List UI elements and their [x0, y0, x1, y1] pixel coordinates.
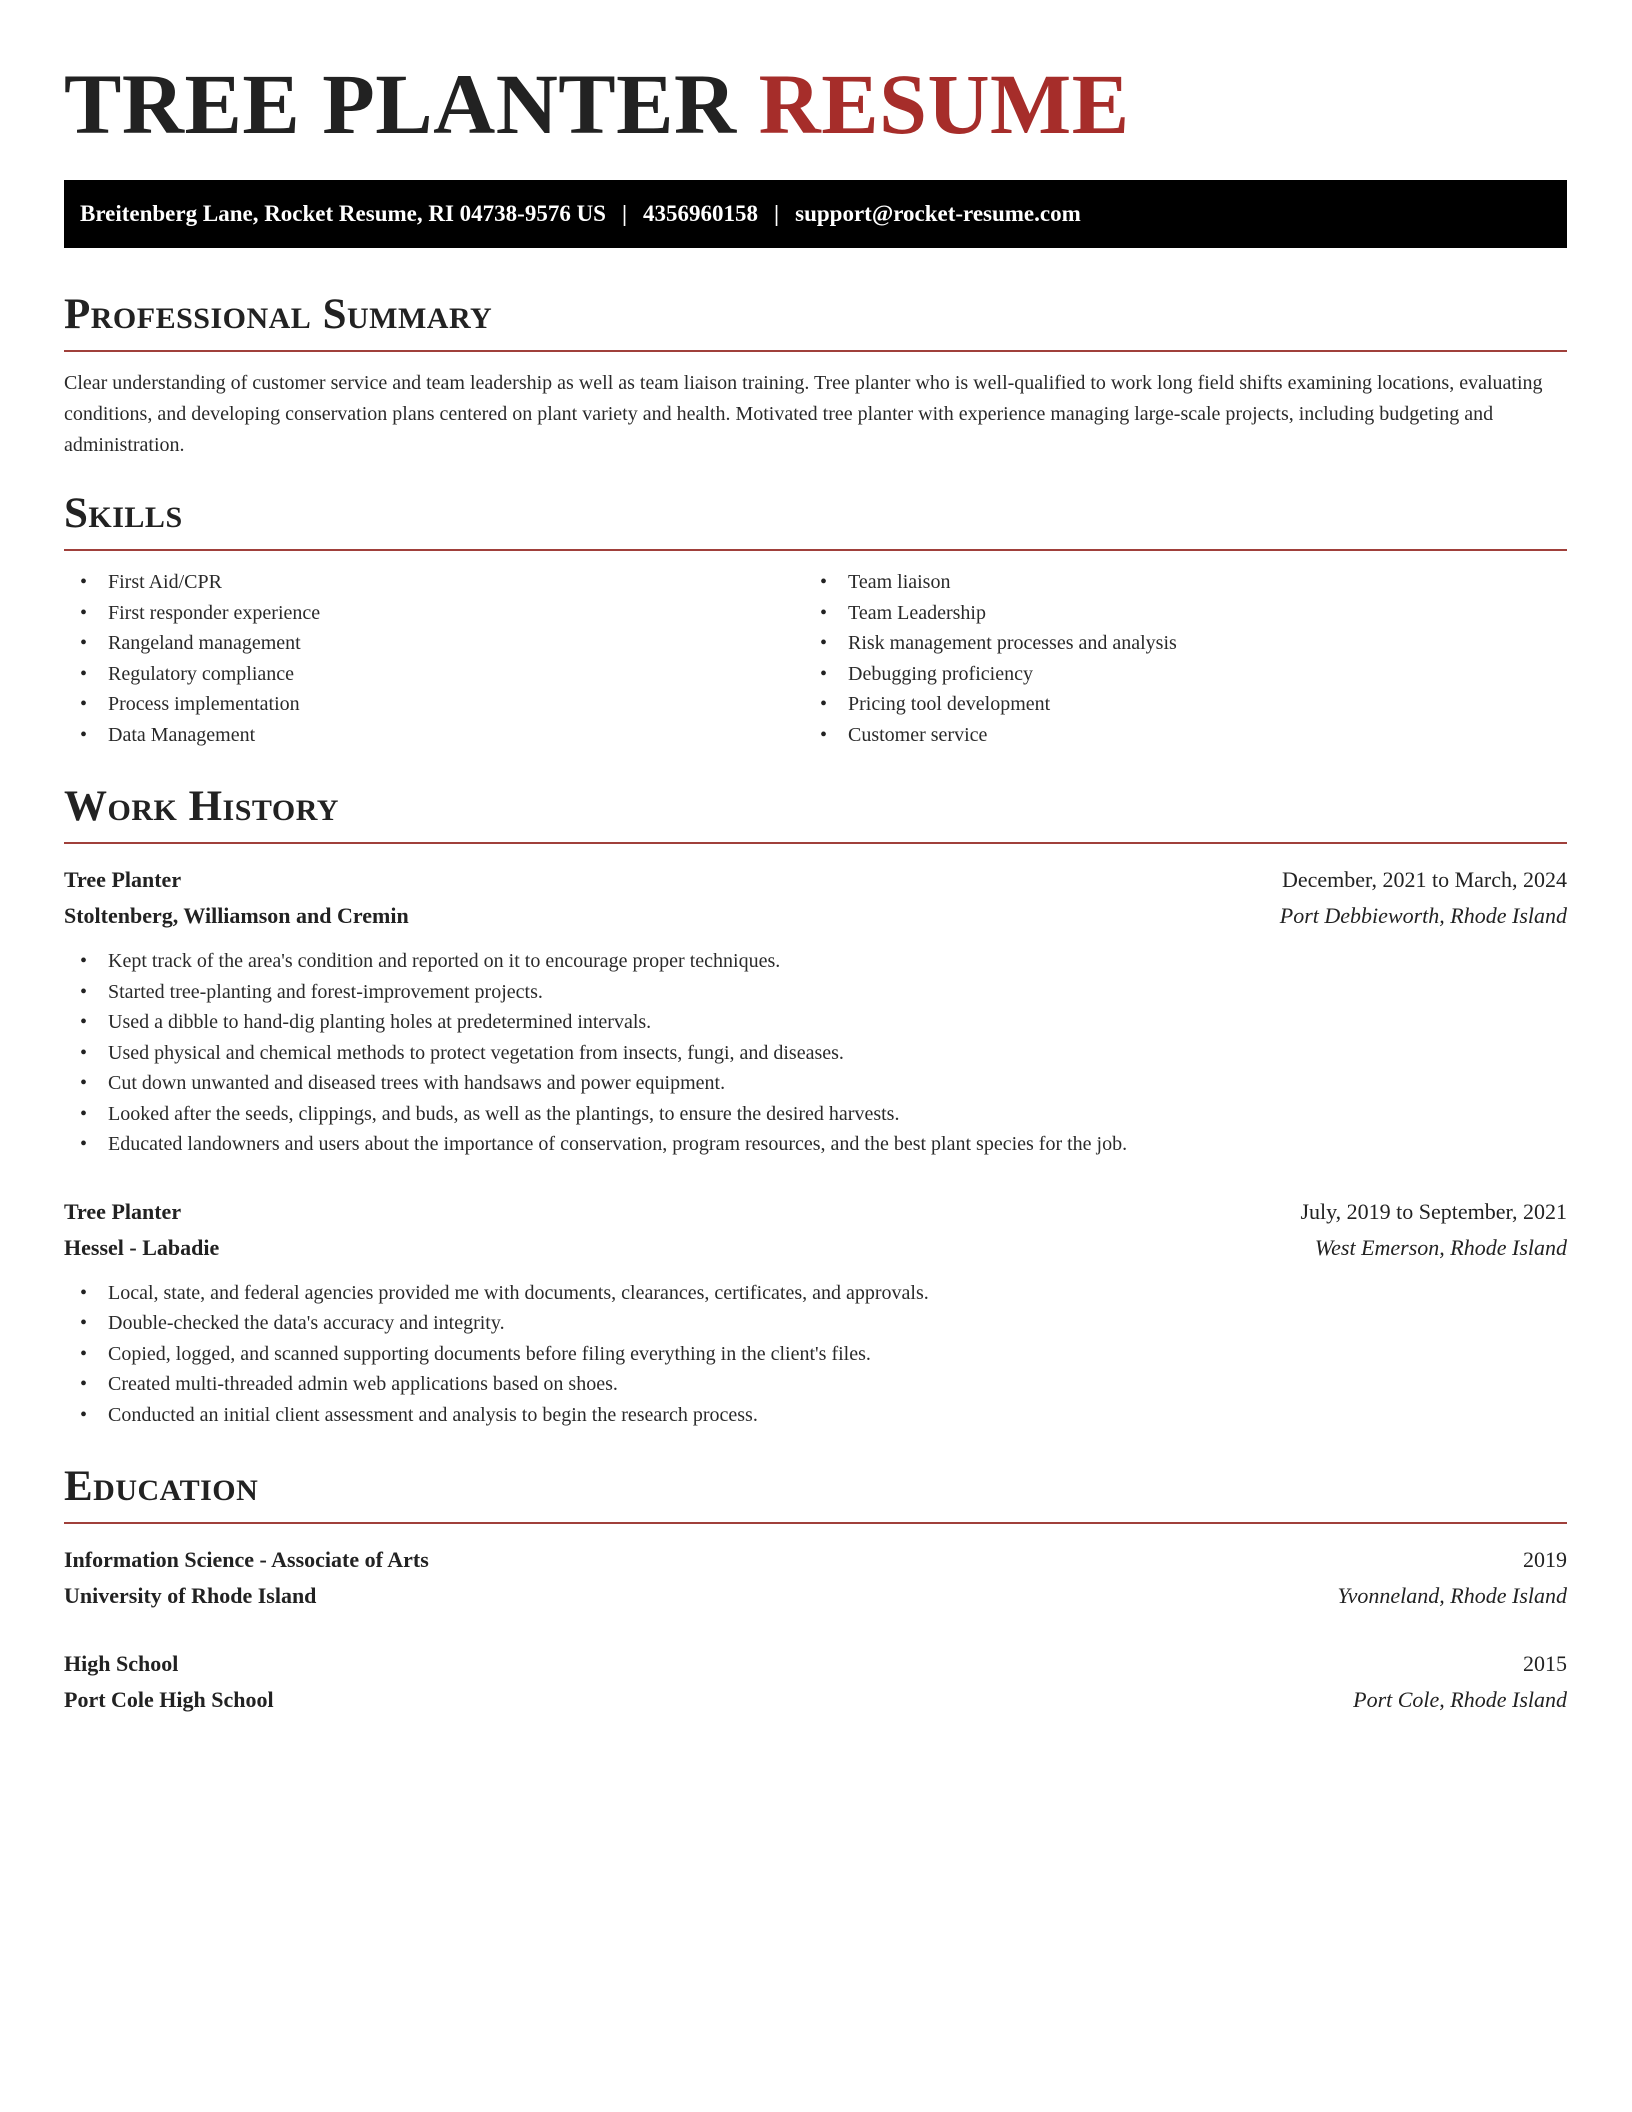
education-degree-row: [64, 1646, 1567, 1682]
skill-item: • Pricing tool development: [804, 689, 1544, 720]
title-accent: RESUME: [758, 56, 1130, 152]
contact-separator: |: [621, 201, 628, 226]
skill-item: • Team liaison: [804, 567, 1544, 598]
job-duty: • Created multi-threaded admin web applications based on shoes.: [64, 1369, 1567, 1400]
education-entry: [64, 1646, 1567, 1718]
education-school-row: [64, 1578, 1567, 1614]
education-year: 2019: [1523, 1547, 1567, 1572]
job-header-row: [64, 862, 1567, 898]
job-duty: • Looked after the seeds, clippings, and buds, as well as the plantings, to ensure the desired harvests.: [64, 1099, 1567, 1130]
job-duty: • Kept track of the area's condition and reported on it to encourage proper techniques.: [64, 946, 1567, 977]
education-location: Port Cole, Rhode Island: [1353, 1687, 1567, 1712]
resume-title: [64, 58, 1567, 150]
summary-section: [64, 290, 1567, 461]
job-location: West Emerson, Rhode Island: [1314, 1234, 1567, 1260]
skill-item: • Team Leadership: [804, 598, 1544, 629]
skill-item: • Rangeland management: [64, 628, 804, 659]
job-duty: • Used a dibble to hand-dig planting holes at predetermined intervals.: [64, 1007, 1567, 1038]
job-entry: [64, 1194, 1567, 1431]
education-degree: High School: [64, 1651, 179, 1676]
job-title: Tree Planter: [64, 867, 182, 892]
education-degree: Information Science - Associate of Arts: [64, 1547, 429, 1572]
job-title: Tree Planter: [64, 1198, 182, 1224]
summary-text: Clear understanding of customer service and team leadership as well as team liaison training. Tree planter who is well-qualified to work long field shifts examining locations, evaluating conditions, and developing conservation plans centered on plant variety and health. Motivated tree planter with experience managing large-scale projects, including budgeting and administration.: [64, 372, 1543, 456]
contact-email[interactable]: support@rocket-resume.com: [795, 201, 1081, 226]
job-duty: • Started tree-planting and forest-improvement projects.: [64, 977, 1567, 1008]
job-duty: • Used physical and chemical methods to protect vegetation from insects, fungi, and diseases.: [64, 1038, 1567, 1069]
education-school: Port Cole High School: [64, 1687, 274, 1712]
job-duty: • Conducted an initial client assessment and analysis to begin the research process.: [64, 1400, 1567, 1431]
contact-separator: |: [774, 201, 780, 226]
contact-bar: [64, 180, 1567, 248]
skill-item: • First responder experience: [64, 598, 804, 629]
work-history-section: [64, 782, 1567, 1430]
skill-item: • Debugging proficiency: [804, 659, 1544, 690]
skills-left-column: [64, 567, 804, 750]
skill-item: • Regulatory compliance: [64, 659, 804, 690]
skills-grid: [64, 567, 1567, 750]
job-company-row: [64, 1230, 1567, 1266]
skill-item: • First Aid/CPR: [64, 567, 804, 598]
job-dates: July, 2019 to September, 2021: [1300, 1198, 1567, 1224]
skills-section: [64, 489, 1567, 750]
job-dates: December, 2021 to March, 2024: [1281, 867, 1567, 892]
job-duties-list: [64, 946, 1567, 1160]
job-company: Hessel - Labadie: [64, 1234, 220, 1260]
skill-item: • Customer service: [804, 720, 1544, 751]
contact-address: Breitenberg Lane, Rocket Resume, RI 04738-9576 US: [80, 201, 606, 226]
job-company: Stoltenberg, Williamson and Cremin: [64, 903, 409, 928]
education-year: 2015: [1523, 1651, 1567, 1676]
job-duties-list: [64, 1278, 1567, 1431]
skills-right-column: [804, 567, 1544, 750]
education-heading: Education: [64, 1462, 1567, 1524]
job-duty: • Cut down unwanted and diseased trees with handsaws and power equipment.: [64, 1068, 1567, 1099]
education-degree-row: [64, 1542, 1567, 1578]
job-duty: • Copied, logged, and scanned supporting documents before filing everything in the client's files.: [64, 1339, 1567, 1370]
skills-heading: Skills: [64, 489, 1567, 551]
summary-heading: Professional Summary: [64, 290, 1567, 352]
education-section: [64, 1462, 1567, 1718]
job-duty: • Local, state, and federal agencies provided me with documents, clearances, certificates, and approvals.: [64, 1278, 1567, 1309]
title-main: TREE PLANTER: [64, 56, 737, 152]
skill-item: • Risk management processes and analysis: [804, 628, 1544, 659]
education-entry: [64, 1542, 1567, 1614]
skill-item: • Data Management: [64, 720, 804, 751]
job-location: Port Debbieworth, Rhode Island: [1279, 903, 1567, 928]
contact-phone: 4356960158: [643, 201, 759, 226]
job-header-row: [64, 1194, 1567, 1230]
job-company-row: [64, 898, 1567, 934]
job-duty: • Educated landowners and users about the importance of conservation, program resources, and the best plant species for the job.: [64, 1129, 1567, 1160]
resume-page: [64, 0, 1567, 1718]
skill-item: • Process implementation: [64, 689, 804, 720]
job-entry: [64, 862, 1567, 1160]
job-duty: • Double-checked the data's accuracy and integrity.: [64, 1308, 1567, 1339]
education-school: University of Rhode Island: [64, 1583, 317, 1608]
education-location: Yvonneland, Rhode Island: [1337, 1583, 1567, 1608]
education-school-row: [64, 1682, 1567, 1718]
work-history-heading: Work History: [64, 782, 1567, 844]
